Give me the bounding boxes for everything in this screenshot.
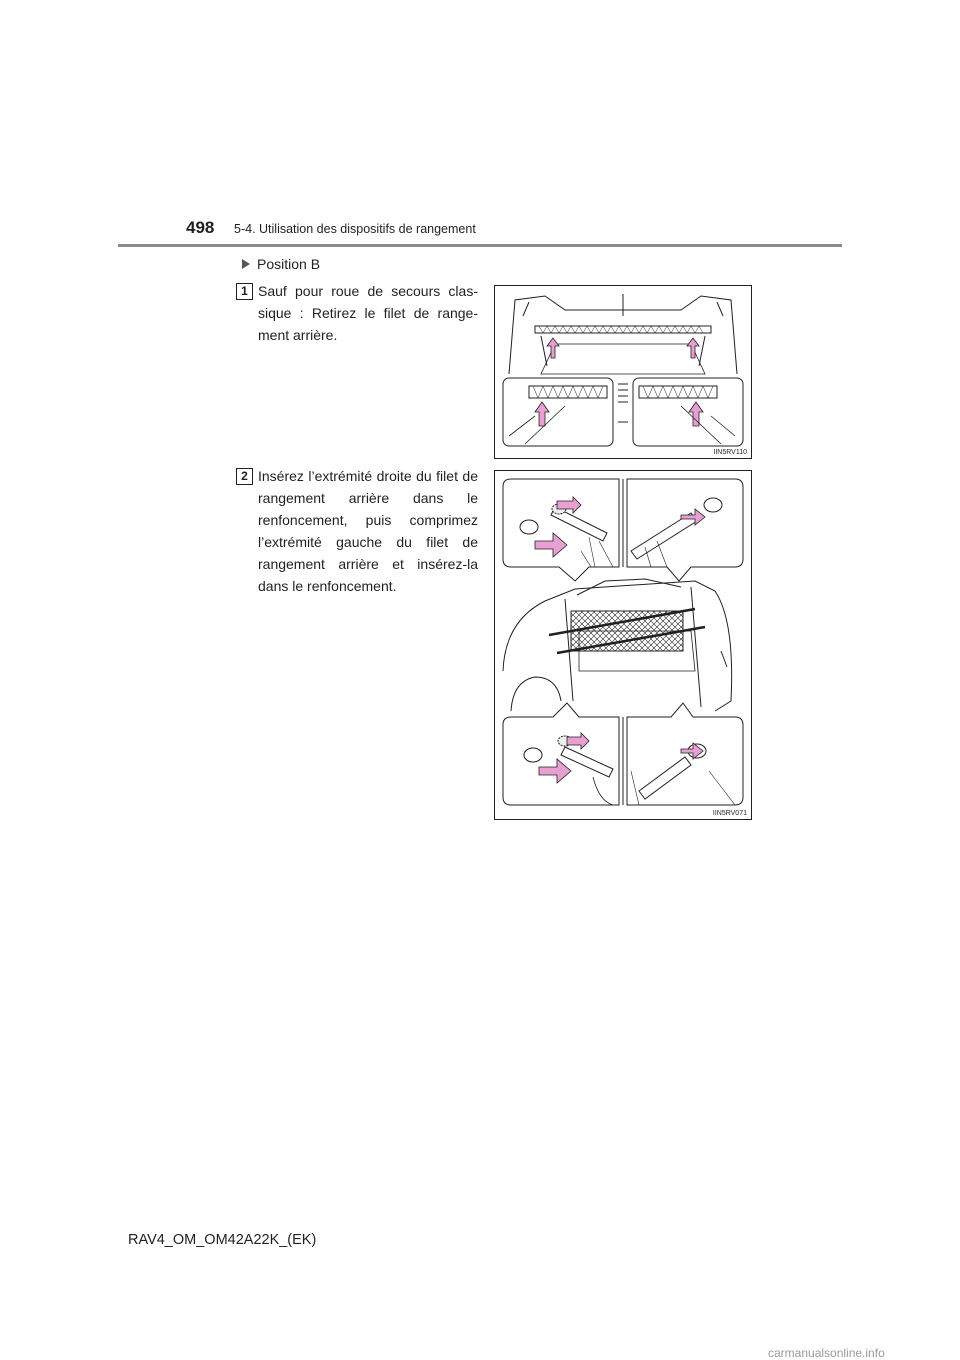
position-label: Position B — [257, 256, 321, 272]
step-2-number: 2 — [236, 468, 253, 485]
figure-code: IIN5RV110 — [713, 449, 747, 456]
figure-install-net — [494, 470, 752, 820]
triangle-bullet-icon — [242, 259, 250, 269]
step-2-text: Insérez l’extrémité droite du filet de rangement arrière dans le renfoncement, puis comprimez l’extrémité gauche du filet de rangement arrière et insérez-la dans le renfoncement. — [258, 468, 478, 594]
figure-remove-net — [494, 285, 752, 459]
position-bullet — [242, 256, 320, 272]
rear-net-install-illustration — [495, 471, 751, 819]
header-rule — [118, 244, 842, 247]
step-1-text: Sauf pour roue de secours clas-sique : Retirez le filet de range-ment arrière. — [258, 283, 478, 343]
section-title: 5-4. Utilisation des dispositifs de rangement — [234, 222, 476, 236]
step-1-number: 1 — [236, 283, 253, 300]
rear-net-removal-illustration — [495, 286, 751, 458]
footer-model-code: RAV4_OM_OM42A22K_(EK) — [128, 1232, 317, 1248]
watermark: carmanualsonline.info — [768, 1346, 885, 1360]
figure-code: IIN5RV071 — [712, 810, 747, 817]
page-number: 498 — [186, 218, 215, 237]
